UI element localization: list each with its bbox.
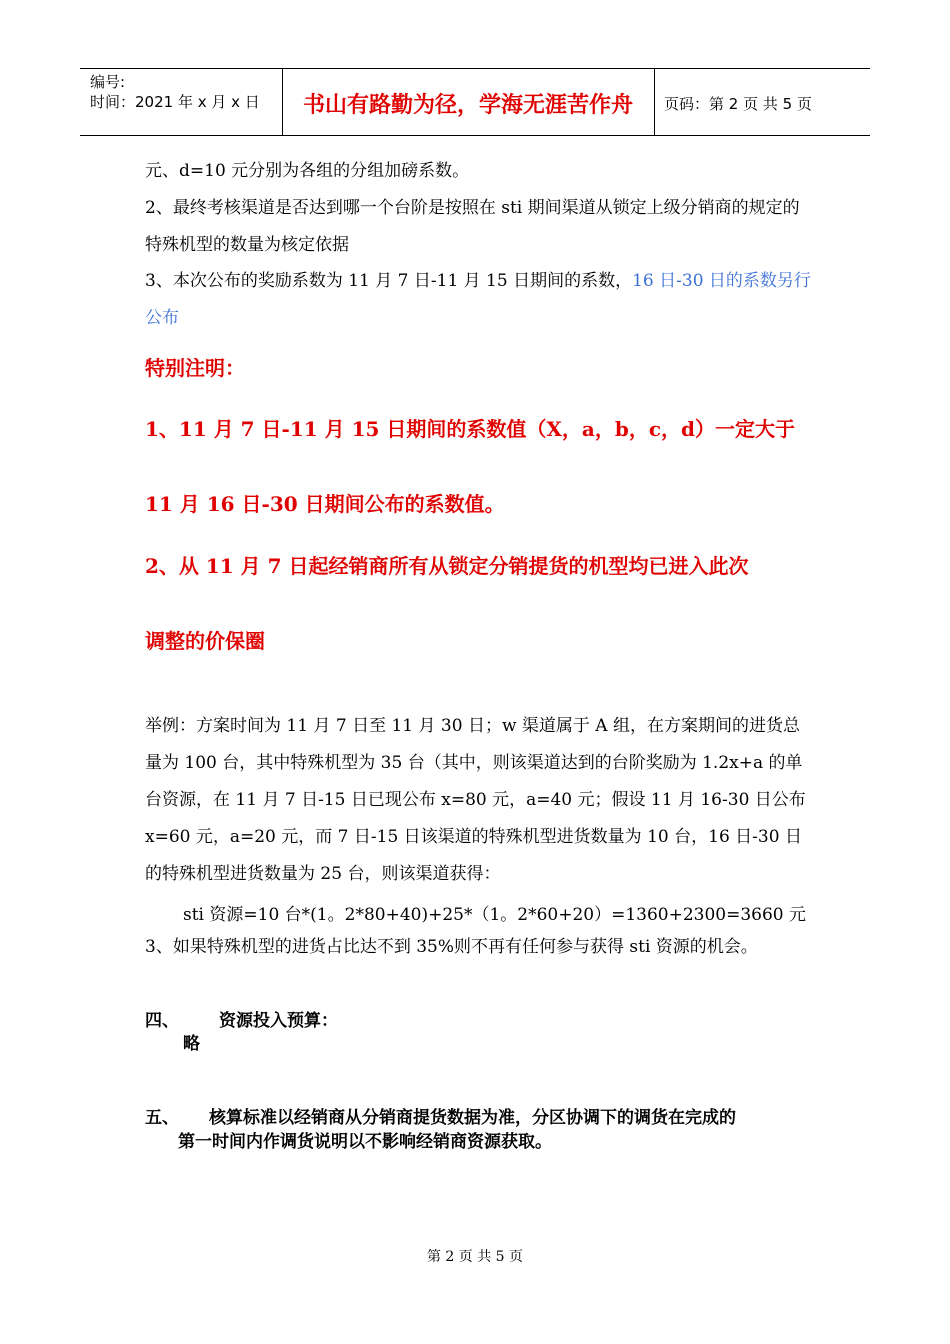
special-note-1-line1: 1、11 月 7 日-11 月 15 日期间的系数值（X，a，b，c，d）一定大于 <box>145 417 796 441</box>
section-4-title: 资源投入预算： <box>219 1011 338 1031</box>
header-divider-right <box>654 68 655 136</box>
header-top-border <box>80 68 870 69</box>
special-note-2-line2: 调整的价保圈 <box>145 629 265 653</box>
section-4-body: 略 <box>183 1034 200 1054</box>
header-motto: 书山有路勤为径，学海无涯苦作舟 <box>302 93 633 118</box>
header-meta <box>90 72 260 112</box>
paragraph-item3 <box>145 263 815 337</box>
example-formula: sti 资源=10 台*(1。2*80+40)+25*（1。2*60+20）=1360+2300=3660 元 <box>183 905 807 925</box>
example-paragraph: 举例：方案时间为 11 月 7 日至 11 月 30 日；w 渠道属于 A 组，在方案期间的进货总量为 100 台，其中特殊机型为 35 台（其中，则该渠道达到的台阶奖励为 1.2x+a 的单台资源，在 11 月 7 日-15 日已现公布 x=80 元，a=40 元；假设 11 月 16-30 日公布 x=60 元，a=20 元，而 7 日-15 日该渠道的特殊机型进货数量为 10 台，16 日-30 日的特殊机型进货数量为 25 台，则该渠道获得： <box>145 716 806 884</box>
header-page-label: 页码：第 2 页 共 5 页 <box>664 95 812 113</box>
paragraph-item3b: 3、如果特殊机型的进货占比达不到 35%则不再有任何参与获得 sti 资源的机会。 <box>145 937 758 957</box>
item3-blue-text: 16 日-30 日的系数另行公布 <box>145 271 811 328</box>
section-5-line2: 第一时间内作调货说明以不影响经销商资源获取。 <box>178 1132 552 1152</box>
section-4-number: 四、 <box>145 1011 179 1031</box>
paragraph-line1: 元、d=10 元分别为各组的分组加磅系数。 <box>145 161 470 181</box>
header-number-label: 编号: <box>90 73 126 91</box>
special-note-1-line2: 11 月 16 日-30 日期间公布的系数值。 <box>145 492 505 516</box>
special-note-title: 特别注明： <box>145 356 245 380</box>
item3-text: 3、本次公布的奖励系数为 11 月 7 日-11 月 15 日期间的系数， <box>145 271 633 291</box>
page-footer: 第 2 页 共 5 页 <box>426 1249 524 1265</box>
section-5-text: 核算标准以经销商从分销商提货数据为准，分区协调下的调货在完成的 <box>209 1108 736 1128</box>
header-bottom-border <box>80 135 870 136</box>
special-note-2-line1: 2、从 11 月 7 日起经销商所有从锁定分销提货的机型均已进入此次 <box>145 554 749 578</box>
header-time-label: 时间：2021 年 x 月 x 日 <box>90 93 260 111</box>
paragraph-item2: 2、最终考核渠道是否达到哪一个台阶是按照在 sti 期间渠道从锁定上级分销商的规定的特殊机型的数量为核定依据 <box>145 198 800 255</box>
section-5-number: 五、 <box>145 1108 179 1128</box>
